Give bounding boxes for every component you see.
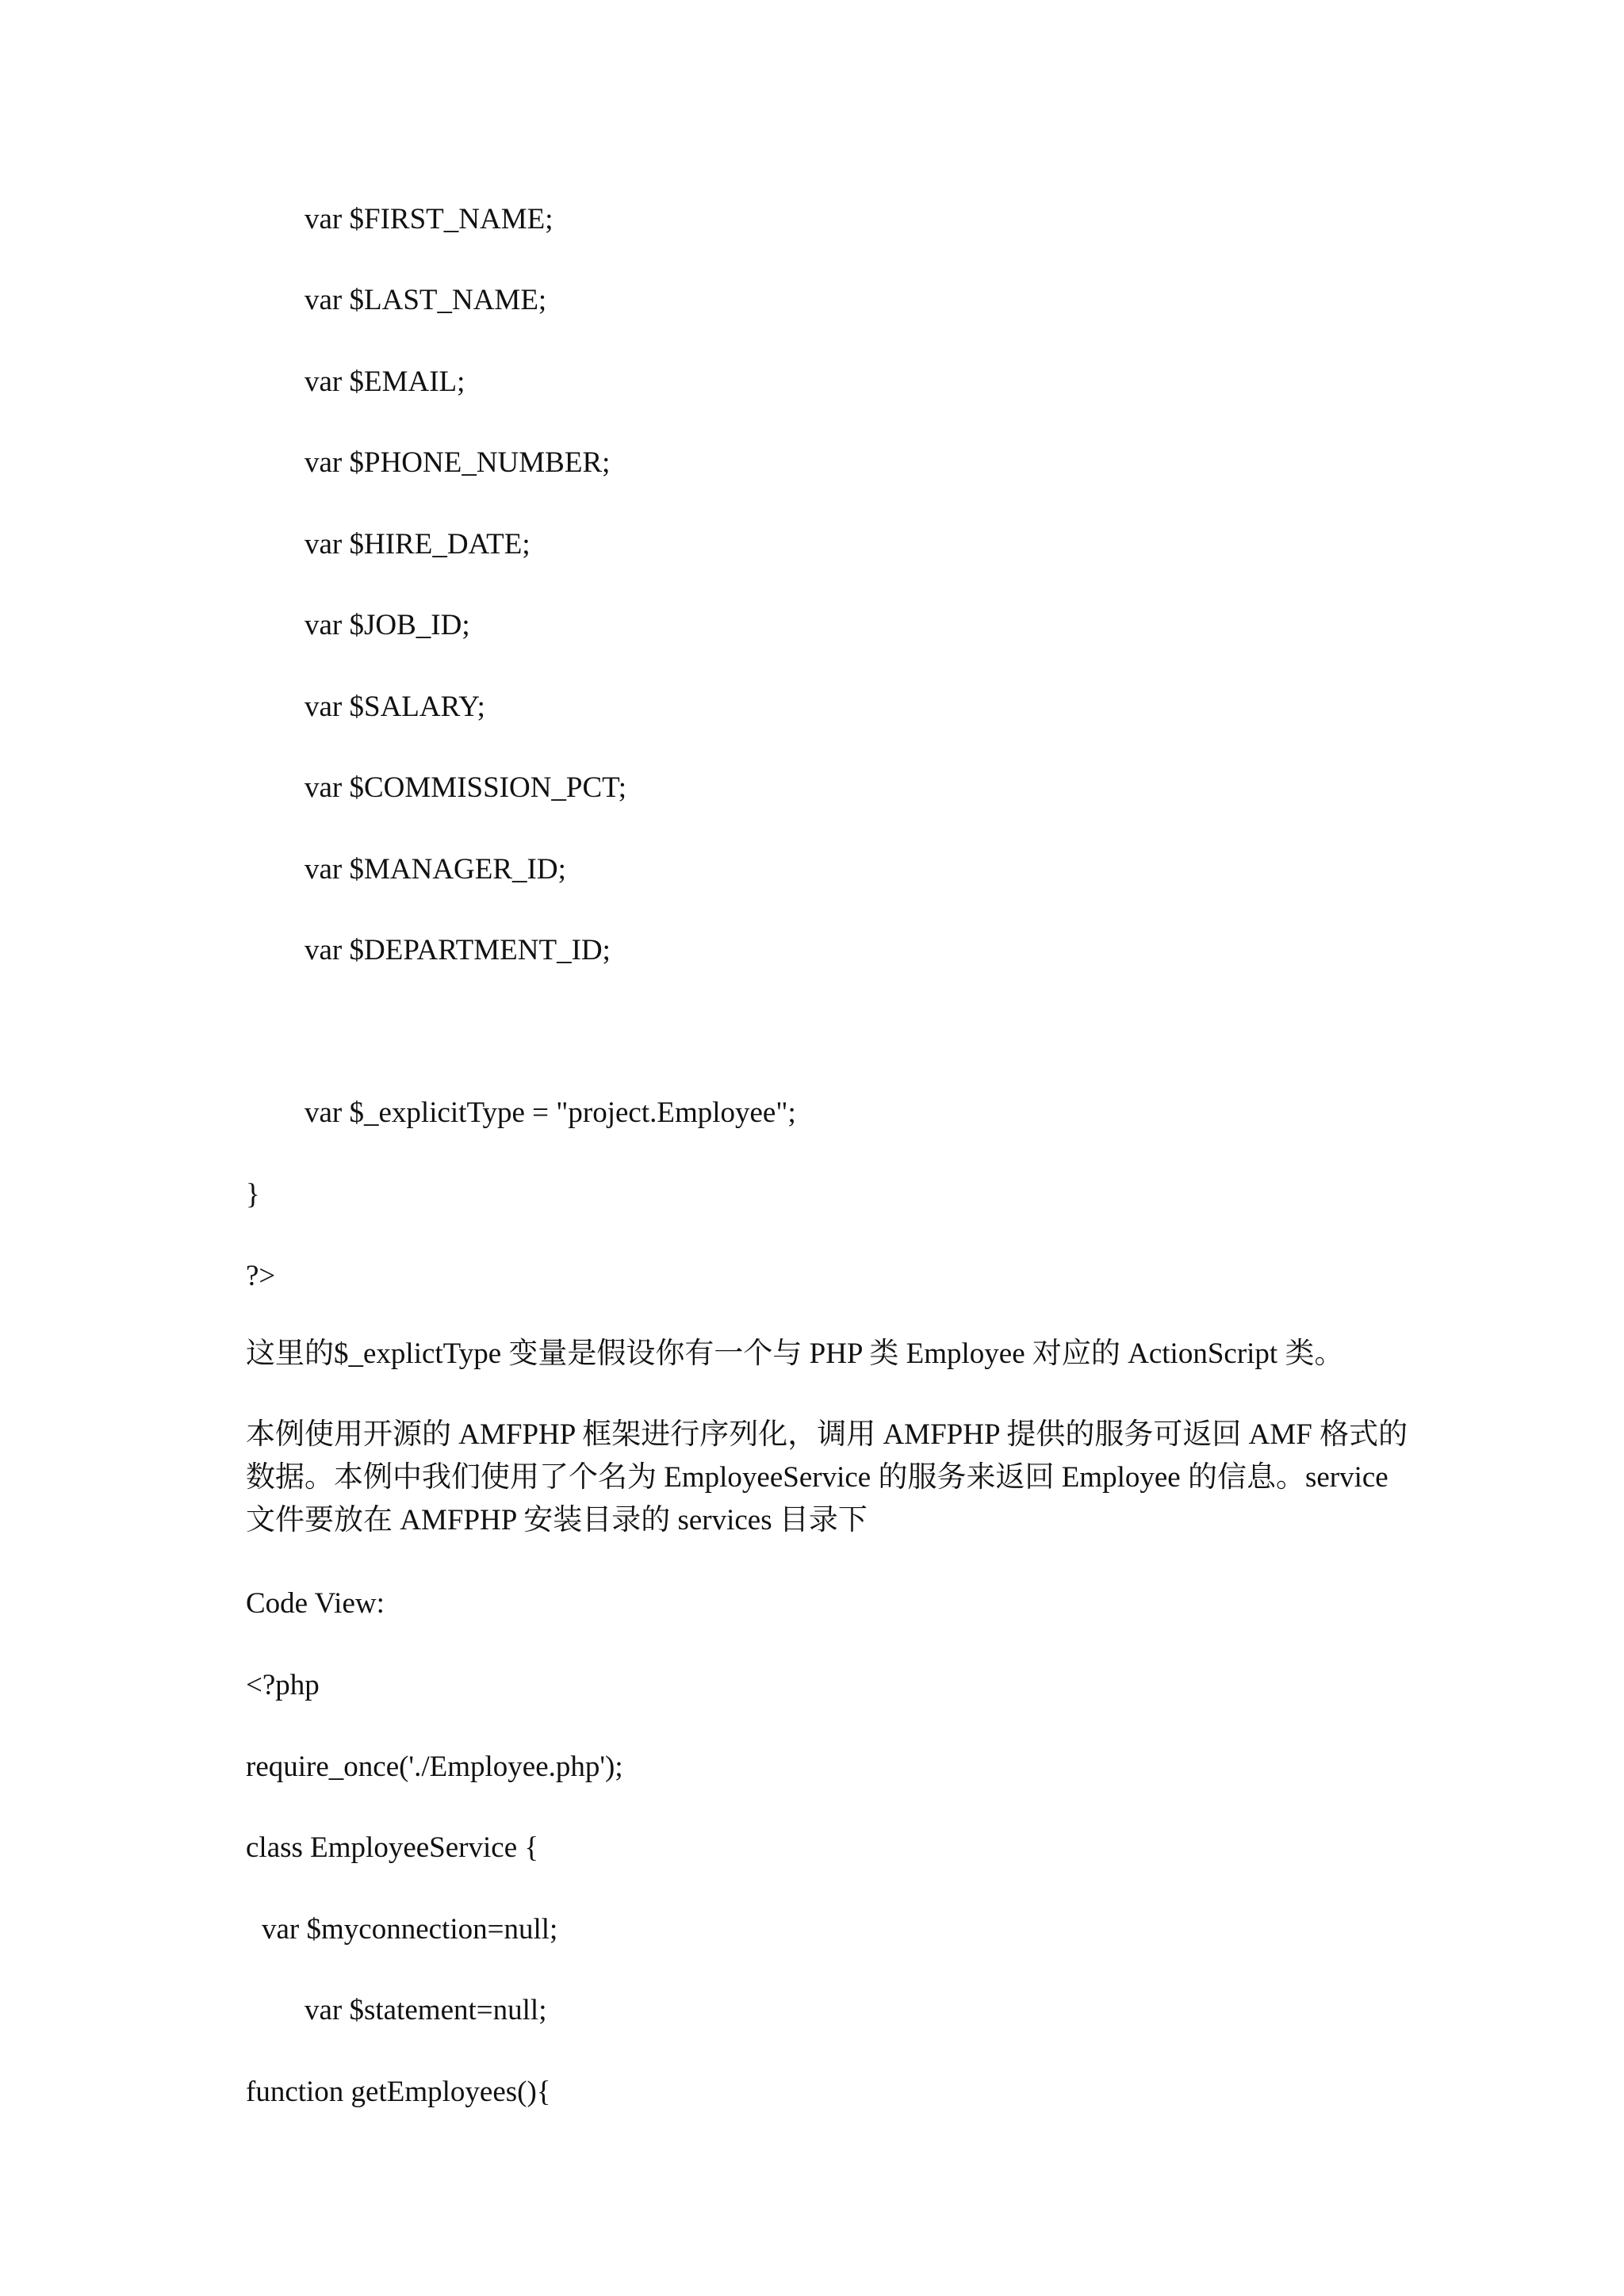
code-line-last-name: var $LAST_NAME;	[304, 284, 547, 316]
code-line-statement: var $statement=null;	[304, 1994, 547, 2026]
code-line-manager-id: var $MANAGER_ID;	[304, 853, 566, 886]
code-line-salary: var $SALARY;	[304, 691, 485, 723]
code-line-first-name: var $FIRST_NAME;	[304, 203, 553, 235]
code-line-explicit-type: var $_explicitType = "project.Employee";	[304, 1096, 796, 1129]
paragraph-line: 文件要放在 AMFPHP 安装目录的 services 目录下	[246, 1504, 868, 1536]
paragraph-explicit-type-note	[246, 1333, 1388, 1376]
paragraph-line: 数据。本例中我们使用了个名为 EmployeeService 的服务来返回 Employee 的信息。service	[246, 1461, 1388, 1494]
code-line-function-get-employees: function getEmployees(){	[246, 2076, 551, 2108]
code-line-email: var $EMAIL;	[304, 365, 465, 398]
code-line-class-declaration: class EmployeeService {	[246, 1831, 539, 1864]
code-view-label: Code View:	[246, 1587, 385, 1620]
code-line-commission-pct: var $COMMISSION_PCT;	[304, 771, 627, 804]
paragraph-amfphp-description	[246, 1414, 1408, 1542]
code-line-hire-date: var $HIRE_DATE;	[304, 528, 530, 561]
code-line-php-open: <?php	[246, 1669, 320, 1701]
code-line-job-id: var $JOB_ID;	[304, 609, 470, 641]
code-line-department-id: var $DEPARTMENT_ID;	[304, 934, 611, 966]
code-line-phone-number: var $PHONE_NUMBER;	[304, 446, 611, 479]
code-line-myconnection: var $myconnection=null;	[262, 1913, 558, 1946]
code-line-php-close: ?>	[246, 1260, 276, 1292]
paragraph-line: 本例使用开源的 AMFPHP 框架进行序列化，调用 AMFPHP 提供的服务可返回 AMF 格式的	[246, 1418, 1408, 1451]
code-line-require-once: require_once('./Employee.php');	[246, 1751, 623, 1783]
paragraph-line: 这里的$_explictType 变量是假设你有一个与 PHP 类 Employee 对应的 ActionScript 类。	[246, 1337, 1344, 1370]
code-line-closing-brace: }	[246, 1178, 260, 1211]
